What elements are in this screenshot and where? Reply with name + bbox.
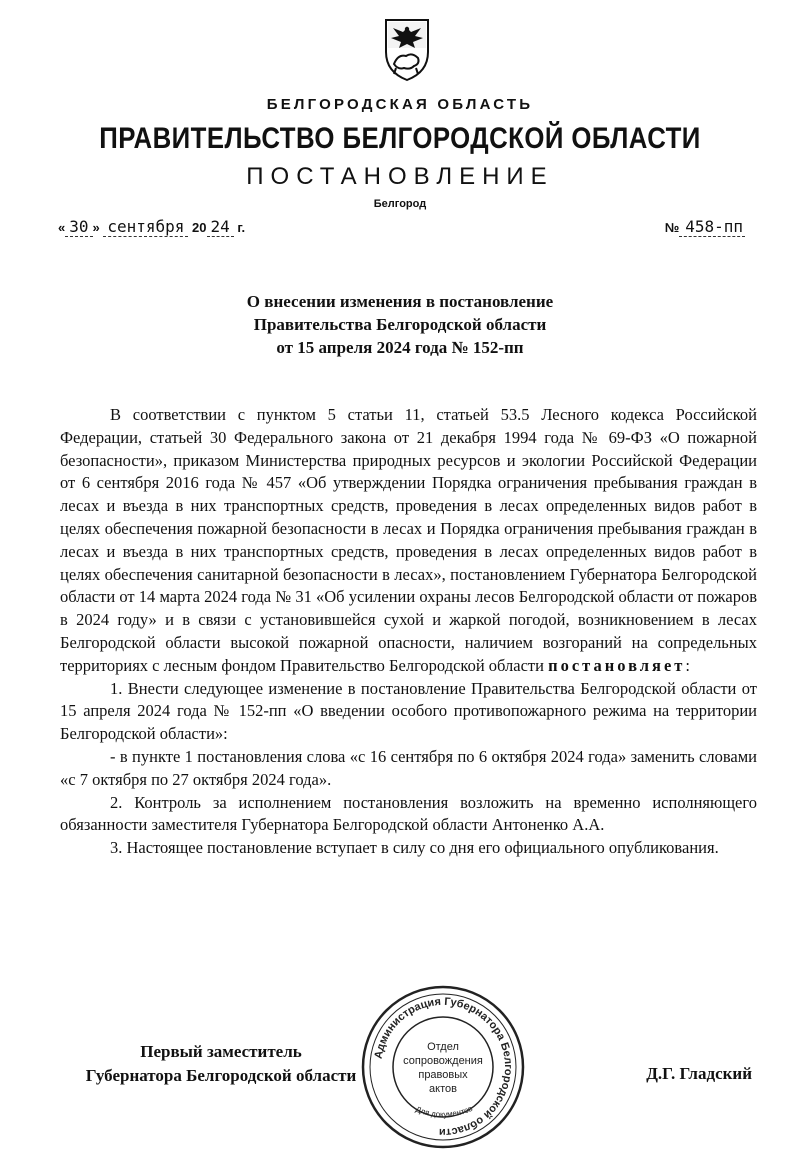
document-type: ПОСТАНОВЛЕНИЕ [246,163,554,190]
svg-text:Для документов [414,1104,474,1119]
date-open-quote: « [58,220,66,235]
date-month: сентября [103,217,188,237]
item-2: 2. Контроль за исполнением постановления возложить на временно исполняющего обязанности заместителя Губернатора Белгородской области Антоненко А.А. [60,792,757,835]
document-number [665,217,745,236]
item-1-subitem: - в пункте 1 постановления слова «с 16 сентября по 6 октября 2024 года» заменить словами «с 7 октября по 27 октября 2024 года». [60,746,757,789]
decree-colon: : [685,655,690,675]
position-line-2: Губернатора Белгородской области [85,1066,357,1085]
official-stamp [358,982,528,1152]
signatory-position [56,1040,386,1088]
date-year-label: г. [237,220,246,235]
preamble-paragraph [60,404,757,678]
item-1: 1. Внести следующее изменение в постановление Правительства Белгородской области от 15 апреля 2024 года № 152-пп «О введении особого противопожарного режима на территории Белгородской области»: [60,678,757,744]
coat-of-arms-emblem [372,14,442,84]
stamp-center-line-4: актов [429,1083,457,1095]
decree-word: постановляет [548,655,686,675]
document-title [0,290,800,359]
position-line-1: Первый заместитель [140,1042,302,1061]
government-name: ПРАВИТЕЛЬСТВО БЕЛГОРОДСКОЙ ОБЛАСТИ [99,122,701,155]
stamp-ring-text: Администрация Губернатора Белгородской области [372,995,515,1139]
preamble-text: В соответствии с пунктом 5 статьи 11, статьей 53.5 Лесного кодекса Российской Федерации, статьей 30 Федерального закона от 21 декабря 1994 года № 69-ФЗ «О пожарной безопасности», приказом Министерства природных ресурсов и экологии Российской Федерации от 6 сентября 2016 года № 457 «Об утверждении Порядка ограничения пребывания граждан в лесах и въезда в них транспортных средств, проведения в лесах определенных видов работ в целях обеспечения пожарной безопасности в лесах и Порядка ограничения пребывания граждан в лесах и въезда в них транспортных средств, проведения в лесах определенных видов работ в целях обеспечения санитарной безопасности в лесах», постановлением Губернатора Белгородской области от 14 марта 2024 года № 31 «Об усилении охраны лесов Белгородской области от пожаров в 2024 году» и в связи с установившейся сухой и жаркой погодой, возникновением в лесах Белгородской области высокой пожарной опасности, наличием возгораний на сопредельных территориях с лесным фондом Правительство Белгородской области [60,405,757,675]
stamp-bottom-text: Для документов [414,1103,474,1120]
stamp-center-line-3: правовых [418,1069,468,1081]
date-day: 30 [65,217,92,237]
region-name: БЕЛГОРОДСКАЯ ОБЛАСТЬ [266,96,534,113]
date-year-suffix: 24 [207,217,234,237]
item-3: 3. Настоящее постановление вступает в силу со дня его официального опубликования. [110,838,719,858]
title-line-2: Правительства Белгородской области [253,315,547,334]
signatory-name: Д.Г. Гладский [646,1064,752,1083]
document-body [60,404,757,860]
city-name: Белгород [373,198,427,210]
stamp-center-line-2: сопровождения [403,1055,483,1067]
document-date [58,217,245,236]
stamp-center-line-1: Отдел [427,1041,459,1053]
title-line-1: О внесении изменения в постановление [246,292,554,311]
date-year-prefix: 20 [192,220,207,235]
date-close-quote: » [92,220,100,235]
number-label: № [664,220,680,235]
number-value: 458-пп [679,217,745,237]
title-line-3: от 15 апреля 2024 года № 152-пп [276,338,524,357]
